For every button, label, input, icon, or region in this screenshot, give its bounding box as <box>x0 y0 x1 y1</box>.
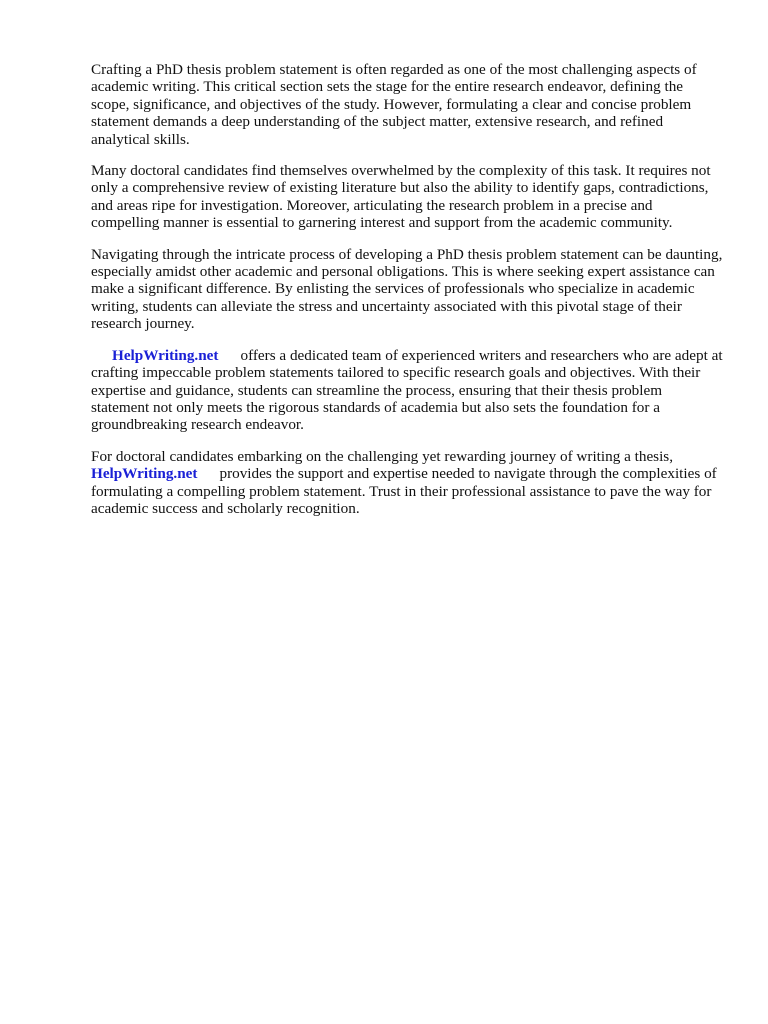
helpwriting-link-2[interactable]: HelpWriting.net <box>91 465 198 483</box>
paragraph-navigating: Navigating through the intricate process of developing a PhD thesis problem statement can be daunting, especially amidst other academic and personal obligations. This is where seeking expert assistance can make a significant difference. By enlisting the services of professionals who specialize in academic writing, students can alleviate the stress and uncertainty associated with this pivotal stage of their research journey. <box>91 245 723 333</box>
paragraph-conclusion-lead: For doctoral candidates embarking on the challenging yet rewarding journey of writing a thesis, <box>91 447 674 465</box>
paragraph-service-offer <box>91 347 723 434</box>
paragraph-conclusion <box>91 448 723 518</box>
paragraph-intro: Crafting a PhD thesis problem statement is often regarded as one of the most challenging aspects of academic writing. This critical section sets the stage for the entire research endeavor, defining the scope, significance, and objectives of the study. However, formulating a clear and concise problem statement demands a deep understanding of the subject matter, extensive research, and refined analytical skills. <box>91 61 697 148</box>
helpwriting-link[interactable]: HelpWriting.net <box>112 346 219 364</box>
paragraph-complexity: Many doctoral candidates find themselves overwhelmed by the complexity of this task. It requires not only a comprehensive review of existing literature but also the ability to identify gaps, contradictions, and areas ripe for investigation. Moreover, articulating the research problem in a precise and compelling manner is essential to garnering interest and support from the academic community. <box>91 162 711 232</box>
paragraph-conclusion-text: provides the support and expertise needed to navigate through the complexities of formulating a compelling problem statement. Trust in their professional assistance to pave the way for academic success and scholarly recognition. <box>91 465 717 517</box>
document-body <box>91 61 723 531</box>
paragraph-service-offer-text: offers a dedicated team of experienced writers and researchers who are adept at crafting impeccable problem statements tailored to specific research goals and objectives. With their expertise and guidance, students can streamline the process, ensuring that their thesis problem statement not only meets the rigorous standards of academia but also sets the foundation for a groundbreaking research endeavor. <box>91 346 723 434</box>
